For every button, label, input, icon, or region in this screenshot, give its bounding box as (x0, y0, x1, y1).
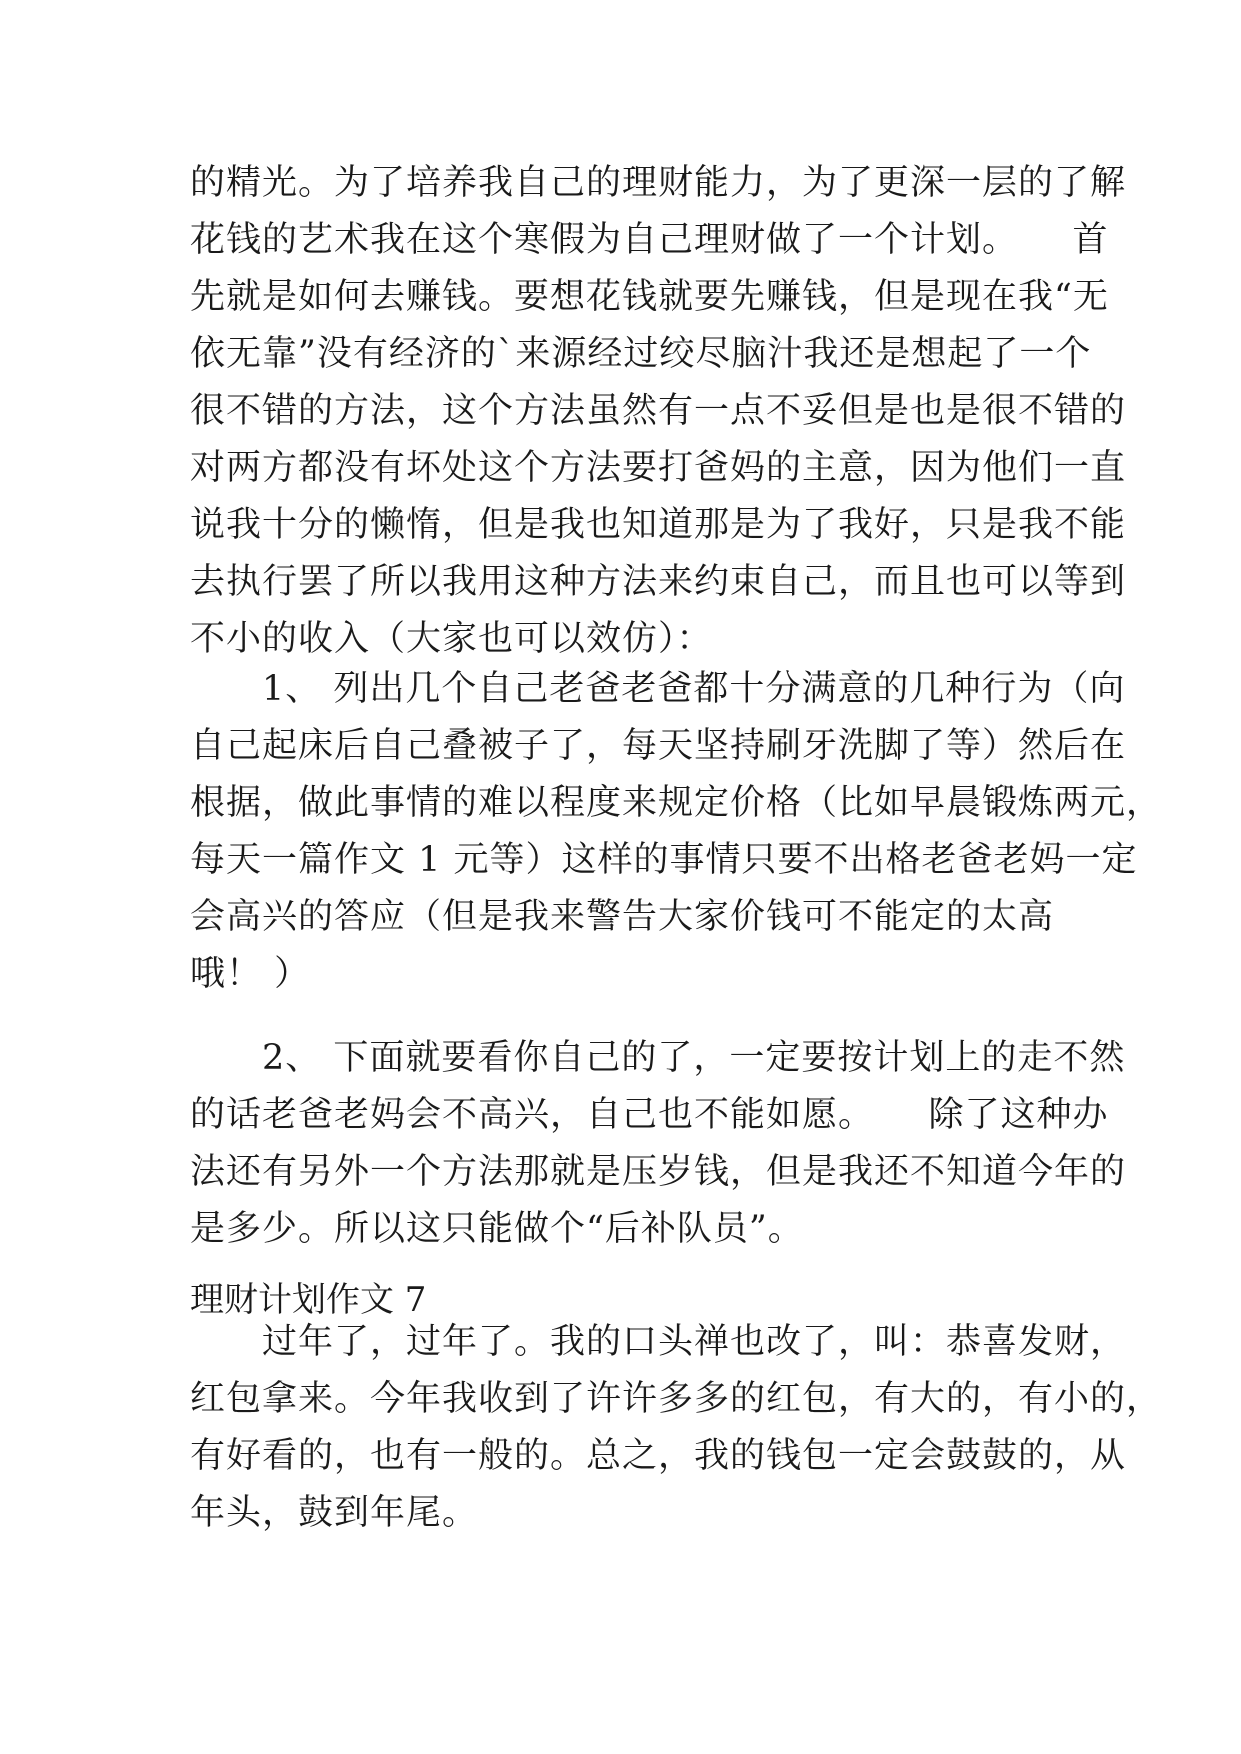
text-line: 根据，做此事情的难以程度来规定价格（比如早晨锻炼两元， (190, 783, 1163, 823)
text-line: 1、 列出几个自己老爸老爸都十分满意的几种行为（向 (190, 669, 1126, 709)
text-line: 说我十分的懒惰，但是我也知道那是为了我好，只是我不能 (190, 505, 1127, 545)
text-line: 的话老爸老妈会不高兴，自己也不能如愿。 除了这种办 (190, 1095, 1109, 1135)
text-line: 对两方都没有坏处这个方法要打爸妈的主意，因为他们一直 (190, 448, 1127, 488)
text-line: 很不错的方法，这个方法虽然有一点不妥但是也是很不错的 (190, 391, 1127, 431)
text-line: 依无靠”没有经济的`来源经过绞尽脑汁我还是想起了一个 (190, 334, 1092, 374)
text-line: 会高兴的答应（但是我来警告大家价钱可不能定的太高 (190, 897, 1055, 937)
text-line: 花钱的艺术我在这个寒假为自己理财做了一个计划。 首 (190, 220, 1109, 260)
text-line: 法还有另外一个方法那就是压岁钱，但是我还不知道今年的 (190, 1152, 1127, 1192)
paragraph-new-year (190, 1314, 1163, 1542)
text-line: 哦！ ） (190, 954, 311, 994)
text-line: 有好看的，也有一般的。总之，我的钱包一定会鼓鼓的，从 (190, 1436, 1127, 1476)
section-heading: 理财计划作文 7 (190, 1280, 427, 1320)
text-line: 不小的收入（大家也可以效仿）： (190, 619, 713, 659)
text-line: 的精光。为了培养我自己的理财能力，为了更深一层的了解 (190, 163, 1127, 203)
paragraph-step-2 (190, 1030, 1127, 1258)
text-line: 先就是如何去赚钱。要想花钱就要先赚钱，但是现在我“无 (190, 277, 1109, 317)
text-line: 每天一篇作文 1 元等）这样的事情只要不出格老爸老妈一定 (190, 840, 1138, 880)
text-line: 去执行罢了所以我用这种方法来约束自己，而且也可以等到 (190, 562, 1127, 602)
text-line: 过年了，过年了。我的口头禅也改了，叫：恭喜发财， (190, 1322, 1127, 1362)
text-line: 自己起床后自己叠被子了，每天坚持刷牙洗脚了等）然后在 (190, 726, 1127, 766)
text-line: 年头，鼓到年尾。 (190, 1493, 479, 1533)
text-line: 2、 下面就要看你自己的了，一定要按计划上的走不然 (190, 1038, 1126, 1078)
text-line: 是多少。所以这只能做个“后补队员”。 (190, 1209, 804, 1249)
paragraph-step-1 (190, 661, 1163, 1003)
text-line: 红包拿来。今年我收到了许许多多的红包，有大的，有小的， (190, 1379, 1163, 1419)
paragraph-intro (190, 155, 1127, 668)
